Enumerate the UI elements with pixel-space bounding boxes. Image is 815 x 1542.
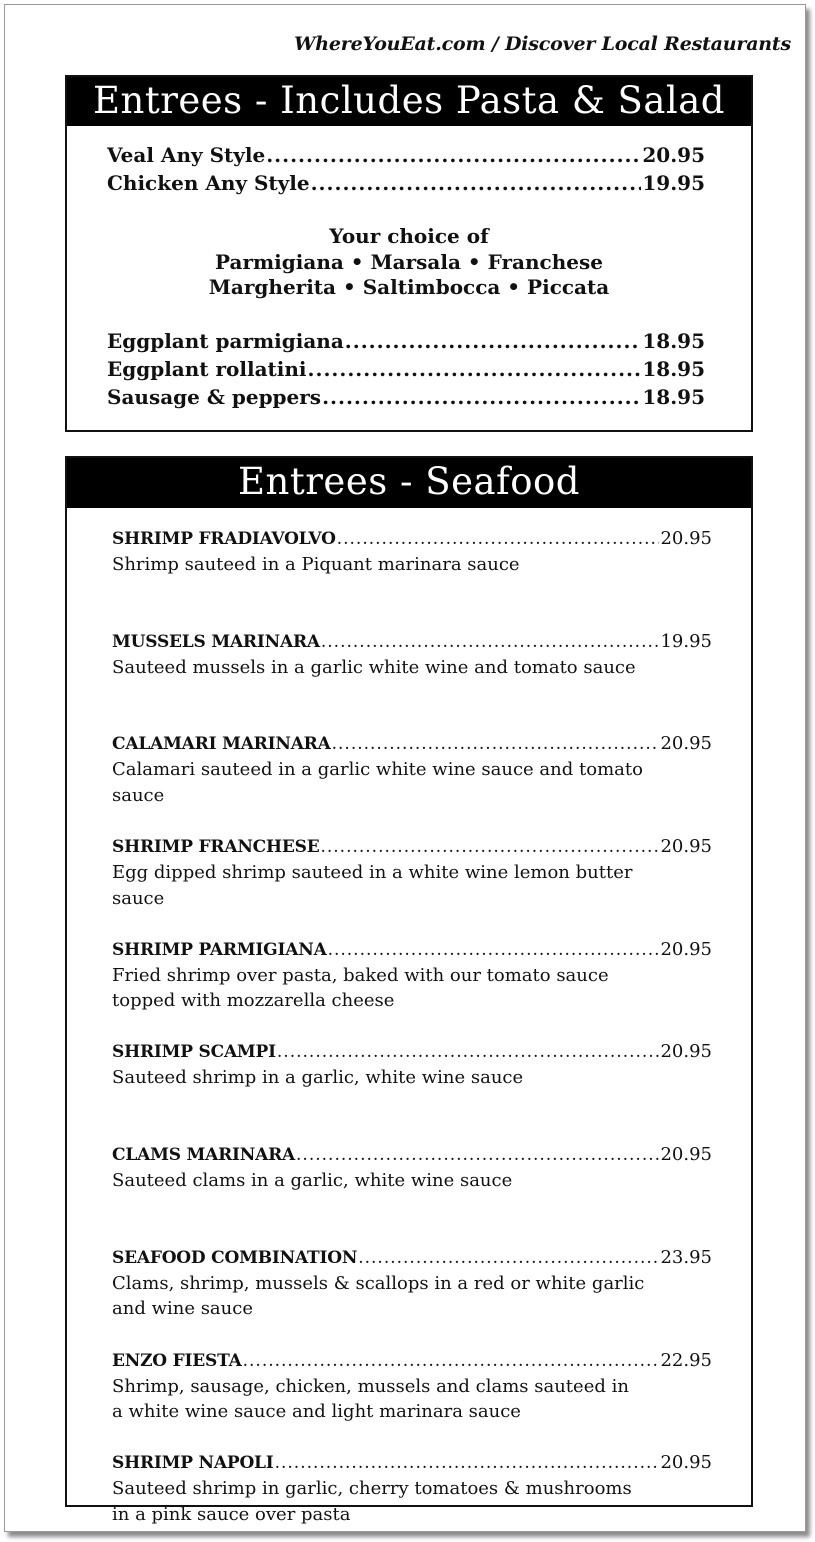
item-name: SHRIMP SCAMPI [112, 1042, 276, 1063]
item-name: ENZO FIESTA [112, 1350, 242, 1371]
dot-leader [266, 143, 641, 167]
item-price: 18.95 [642, 357, 705, 381]
seafood-item-row [112, 1247, 712, 1271]
dot-leader [328, 940, 660, 960]
dot-leader [337, 529, 660, 549]
seafood-item [112, 1247, 712, 1350]
item-description [112, 655, 712, 681]
seafood-item-row [112, 1350, 712, 1374]
description-line: Sauteed shrimp in garlic, cherry tomatoes & mushrooms [112, 1478, 632, 1500]
dot-leader [320, 837, 659, 857]
item-price: 20.95 [660, 1041, 712, 1063]
seafood-item-row [112, 733, 712, 757]
item-name: SHRIMP FRADIAVOLVO [112, 529, 336, 549]
seafood-item-row [112, 1452, 712, 1476]
item-price: 18.95 [642, 385, 705, 409]
item-price: 22.95 [660, 1349, 712, 1371]
section-title: Entrees - Seafood [67, 458, 751, 508]
description-line: Egg dipped shrimp sauteed in a white wine lemon butter [112, 862, 633, 884]
item-price: 20.95 [660, 528, 712, 549]
item-price: 19.95 [660, 630, 712, 652]
seafood-item-row [112, 939, 712, 963]
item-price: 18.95 [642, 329, 705, 353]
choices-line: Parmigiana • Marsala • Franchese [215, 249, 603, 274]
item-price: 20.95 [660, 1452, 712, 1474]
item-description [112, 552, 712, 578]
description-line: topped with mozzarella cheese [112, 990, 395, 1012]
dot-leader [308, 357, 642, 381]
menu-list-bottom [107, 329, 705, 413]
menu-page [4, 4, 806, 1532]
item-name: SEAFOOD COMBINATION [112, 1247, 358, 1268]
description-line: Sauteed mussels in a garlic white wine and tomato sauce [112, 656, 636, 678]
description-line: sauce [112, 784, 165, 806]
menu-item [107, 143, 705, 171]
description-line: in a pink sauce over pasta [112, 1503, 351, 1525]
dot-leader [321, 632, 660, 652]
dot-leader [345, 329, 642, 353]
seafood-item [112, 1350, 712, 1453]
seafood-item [112, 1144, 712, 1247]
item-name: Veal Any Style [107, 143, 266, 167]
description-line: a white wine sauce and light marinara sauce [112, 1401, 521, 1422]
menu-item [107, 329, 705, 357]
item-name: Chicken Any Style [107, 171, 310, 195]
item-name: SHRIMP NAPOLI [112, 1453, 274, 1474]
description-line: Fried shrimp over pasta, baked with our tomato sauce [112, 964, 609, 986]
item-name: SHRIMP PARMIGIANA [112, 939, 327, 960]
dot-leader [275, 1453, 660, 1473]
description-line: and wine sauce [112, 1298, 253, 1320]
seafood-item [112, 1452, 712, 1542]
description-line: Calamari sauteed in a garlic white wine sauce and tomato [112, 759, 643, 781]
item-description [112, 1374, 712, 1425]
menu-item [107, 385, 705, 413]
section-title: Entrees - Includes Pasta & Salad [67, 77, 751, 126]
description-line: sauce [112, 887, 165, 909]
seafood-item [112, 939, 712, 1042]
description-line: Sauteed clams in a garlic, white wine sauce [112, 1170, 513, 1192]
item-description [112, 1168, 712, 1194]
dot-leader [277, 1042, 660, 1062]
seafood-item-row [112, 1041, 712, 1065]
dot-leader [296, 1145, 659, 1165]
item-description [112, 963, 712, 1014]
seafood-item-row [112, 631, 712, 655]
dot-leader [322, 385, 641, 409]
description-line: Sauteed shrimp in a garlic, white wine sauce [112, 1067, 524, 1089]
menu-list-top [107, 143, 705, 199]
item-description [112, 860, 712, 911]
seafood-item [112, 528, 712, 631]
dot-leader [358, 1248, 659, 1268]
choices-line: Margherita • Saltimbocca • Piccata [208, 275, 610, 299]
dot-leader [243, 1351, 660, 1371]
dot-leader [311, 171, 642, 195]
menu-item [107, 357, 705, 385]
dot-leader [332, 734, 660, 754]
item-description [112, 757, 712, 808]
item-name: Sausage & peppers [107, 385, 322, 409]
description-line: Clams, shrimp, mussels & scallops in a red or white garlic [112, 1272, 645, 1294]
seafood-item [112, 631, 712, 734]
item-name: SHRIMP FRANCHESE [112, 837, 320, 858]
section-pasta-salad [65, 75, 753, 432]
style-choices [67, 224, 751, 301]
description-line: Shrimp sauteed in a Piquant marinara sauce [112, 554, 520, 575]
menu-item [107, 171, 705, 199]
seafood-item [112, 1041, 712, 1144]
item-price: 19.95 [642, 171, 705, 195]
item-description [112, 1476, 712, 1527]
item-name: CALAMARI MARINARA [112, 734, 331, 755]
seafood-item-row [112, 836, 712, 860]
item-price: 20.95 [660, 938, 712, 960]
item-price: 23.95 [660, 1246, 712, 1268]
description-line: Shrimp, sausage, chicken, mussels and clams sauteed in [112, 1375, 629, 1397]
site-header: WhereYouEat.com / Discover Local Restaurants [294, 33, 791, 55]
item-name: Eggplant rollatini [107, 357, 307, 381]
seafood-item-row [112, 1144, 712, 1168]
item-name: MUSSELS MARINARA [112, 631, 320, 652]
seafood-item [112, 733, 712, 836]
item-name: Eggplant parmigiana [107, 329, 344, 353]
item-price: 20.95 [660, 1144, 712, 1166]
seafood-item [112, 836, 712, 939]
item-name: CLAMS MARINARA [112, 1145, 296, 1166]
item-description [112, 1271, 712, 1322]
item-description [112, 1065, 712, 1091]
choices-heading: Your choice of [329, 224, 489, 248]
section-seafood [65, 456, 753, 1525]
item-price: 20.95 [642, 143, 705, 167]
item-price: 20.95 [660, 733, 712, 755]
seafood-item-row [112, 528, 712, 552]
item-price: 20.95 [660, 836, 712, 858]
seafood-list [112, 528, 712, 1542]
